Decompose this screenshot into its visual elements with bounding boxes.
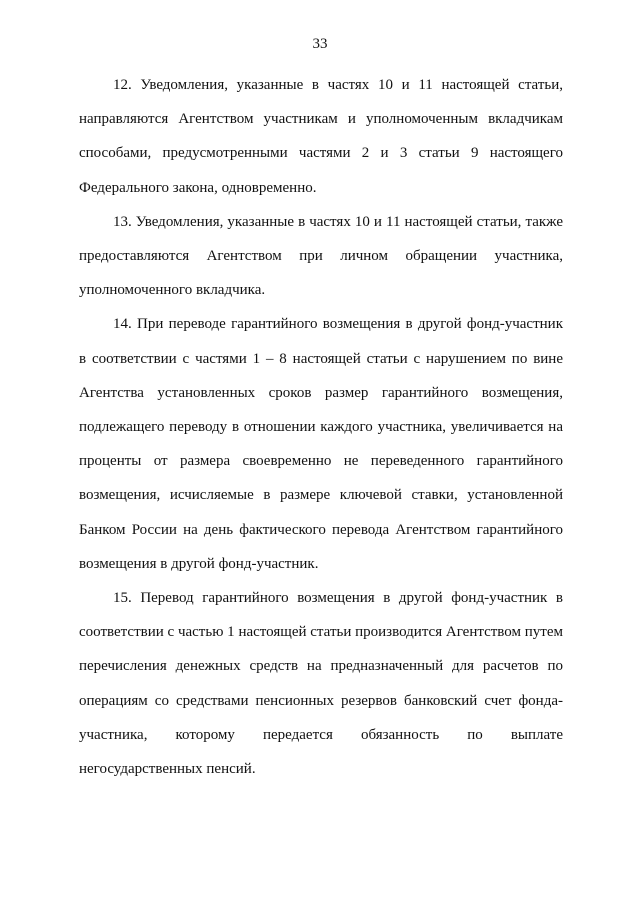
paragraph-12: 12. Уведомления, указанные в частях 10 и 11 настоящей статьи, направляются Агентством участникам и уполномоченным вкладчикам способами, предусмотренными частями 2 и 3 статьи 9 настоящего Федерального закона, одновременно. [79, 77, 563, 196]
document-body [79, 68, 563, 786]
page-number: 33 [312, 36, 328, 52]
paragraph-13: 13. Уведомления, указанные в частях 10 и 11 настоящей статьи, также предоставляются Агентством при личном обращении участника, уполномоченного вкладчика. [79, 213, 563, 299]
paragraph-15: 15. Перевод гарантийного возмещения в другой фонд-участник в соответствии с частью 1 настоящей статьи производится Агентством путем перечисления денежных средств на предназначенный для расчетов по операциям со средствами пенсионных резервов банковский счет фонда-участника, которому передается обязанность по выплате негосударственных пенсий. [79, 590, 563, 778]
paragraph-14: 14. При переводе гарантийного возмещения в другой фонд-участник в соответствии с частями 1 – 8 настоящей статьи с нарушением по вине Агентства установленных сроков размер гарантийного возмещения, подлежащего переводу в отношении каждого участника, увеличивается на проценты от размера своевременно не переведенного гарантийного возмещения, исчисляемые в размере ключевой ставки, установленной Банком России на день фактического перевода Агентством гарантийного возмещения в другой фонд-участник. [79, 316, 563, 572]
